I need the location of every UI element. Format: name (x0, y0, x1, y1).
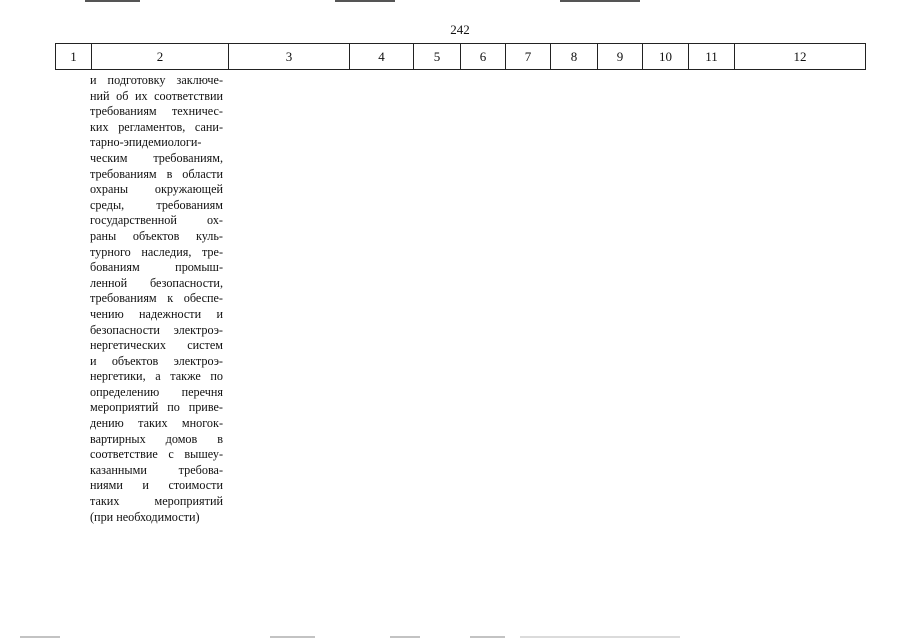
text-line: казанными требова- (90, 462, 223, 477)
column-header: 6 (461, 44, 506, 70)
text-line: требованиям к обеспе- (90, 291, 223, 306)
text-line: определению перечня (90, 384, 223, 399)
text-line: соответствие с вышеу- (90, 447, 223, 462)
text-line: турного наследия, тре- (90, 244, 223, 259)
column-header: 4 (350, 44, 414, 70)
text-line: вартирных домов в (90, 431, 223, 446)
text-line: требованиям техничес- (90, 104, 223, 119)
text-line: охраны окружающей (90, 182, 223, 197)
text-line: нергетических систем (90, 338, 223, 353)
text-line: таких мероприятий (90, 494, 223, 509)
scan-mark (560, 0, 640, 2)
text-line: требованиям в области (90, 166, 223, 181)
text-line: мероприятий по приве- (90, 400, 223, 415)
column-header: 1 (56, 44, 92, 70)
text-line: бованиям промыш- (90, 260, 223, 275)
text-line: ниями и стоимости (90, 478, 223, 493)
scan-mark (335, 0, 395, 2)
column-header: 12 (735, 44, 866, 70)
text-line: и подготовку заключе- (90, 73, 223, 87)
scan-mark (390, 636, 420, 638)
scan-mark (470, 636, 505, 638)
column-header: 7 (506, 44, 551, 70)
scan-mark (20, 636, 60, 638)
text-line: дению таких многок- (90, 416, 223, 431)
column-header: 11 (689, 44, 735, 70)
text-line: (при необходимости) (90, 509, 200, 524)
column-2-cell-text (90, 73, 223, 525)
text-line: тарно-эпидемиологи- (90, 135, 202, 150)
scan-mark (85, 0, 140, 2)
column-header: 9 (598, 44, 643, 70)
scan-mark (520, 636, 680, 638)
column-header: 2 (92, 44, 229, 70)
text-line: ленной безопасности, (90, 275, 223, 290)
text-line: безопасности электроэ- (90, 322, 223, 337)
text-line: нергетики, а также по (90, 369, 223, 384)
text-line: раны объектов куль- (90, 228, 223, 243)
text-line: государственной ох- (90, 213, 223, 228)
scan-mark (270, 636, 315, 638)
text-line: ний об их соответствии (90, 88, 223, 103)
page-number: 242 (450, 22, 470, 37)
text-line: ческим требованиям, (90, 150, 223, 165)
text-line: чению надежности и (90, 306, 223, 321)
text-line: ких регламентов, сани- (90, 119, 223, 134)
text-line: среды, требованиям (90, 197, 223, 212)
column-header-table (55, 43, 866, 70)
column-header: 8 (551, 44, 598, 70)
column-header: 5 (414, 44, 461, 70)
column-number-row (56, 44, 866, 70)
text-line: и объектов электроэ- (90, 353, 223, 368)
column-header: 10 (643, 44, 689, 70)
column-header: 3 (229, 44, 350, 70)
